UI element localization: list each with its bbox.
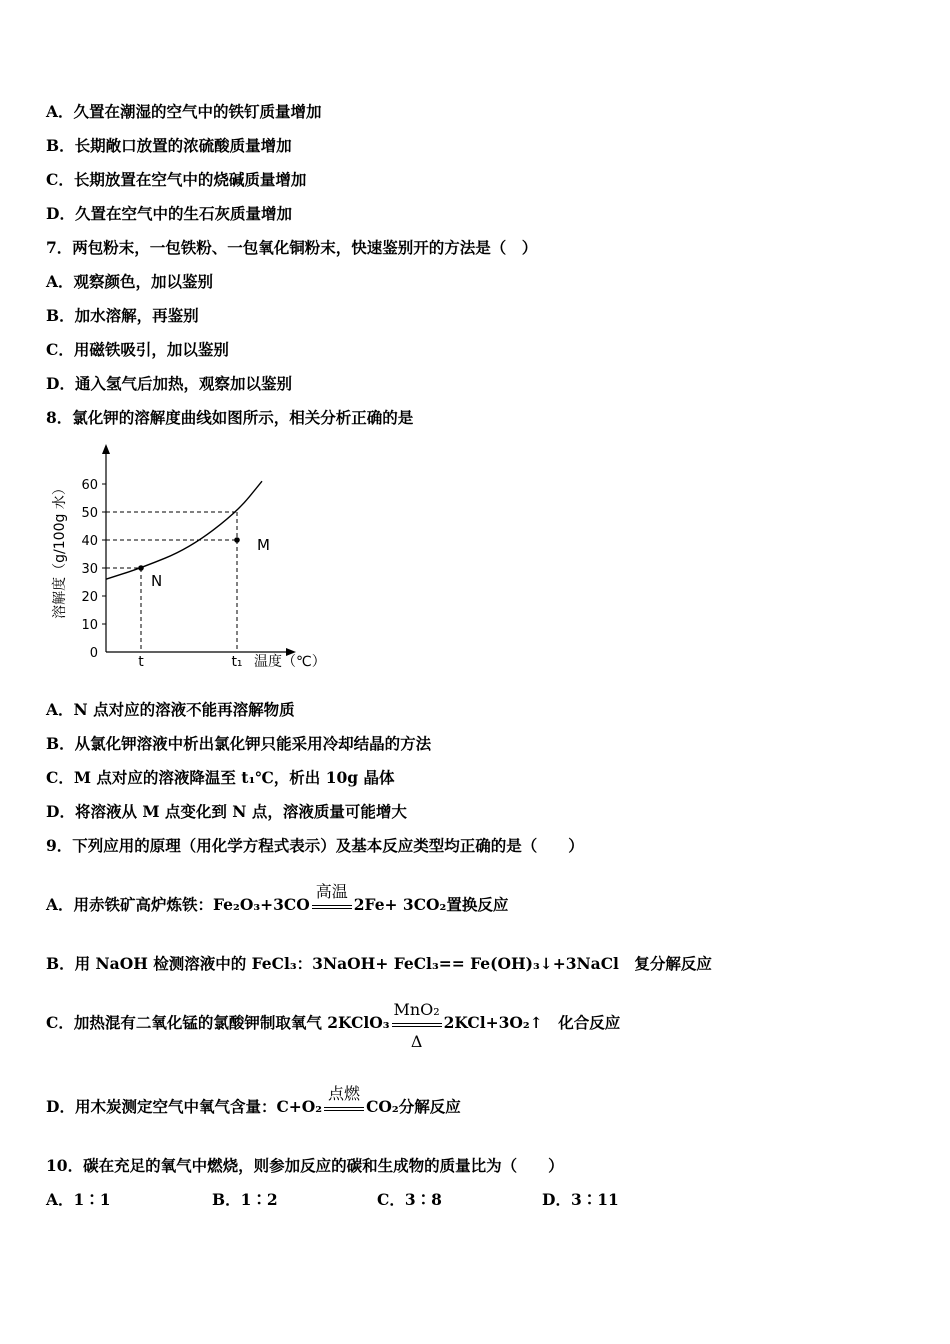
q7-option-b: B．加水溶解，再鉴别 xyxy=(46,306,199,325)
q10-option-c: C．3∶8 xyxy=(377,1190,442,1209)
q9-option-c xyxy=(46,1000,621,1051)
q9-a-reactants: A．用赤铁矿高炉炼铁：Fe₂O₃+3CO xyxy=(46,895,310,914)
y-tick-label: 60 xyxy=(81,478,98,493)
solubility-curve xyxy=(106,481,262,579)
y-tick-label: 0 xyxy=(89,646,98,661)
y-axis-label: 溶解度（g/100g 水） xyxy=(52,481,68,619)
q8-option-c: C．M 点对应的溶液降温至 t₁℃，析出 10g 晶体 xyxy=(46,768,395,787)
equation-arrow-high-temp xyxy=(312,882,352,916)
q7-option-d: D．通入氢气后加热，观察加以鉴别 xyxy=(46,374,292,393)
q9-c-reactants: C．加热混有二氧化锰的氯酸钾制取氧气 2KClO₃ xyxy=(46,1013,390,1032)
q8-option-b: B．从氯化钾溶液中析出氯化钾只能采用冷却结晶的方法 xyxy=(46,734,432,753)
x-tick-label: t₁ xyxy=(231,654,243,670)
y-tick-label: 30 xyxy=(81,562,98,577)
condition-heat: Δ xyxy=(410,1032,423,1051)
x-tick-label: t xyxy=(138,654,144,670)
q7-stem: 7．两包粉末，一包铁粉、一包氧化铜粉末，快速鉴别开的方法是（ ） xyxy=(46,238,538,257)
q10-option-d: D．3∶11 xyxy=(542,1190,619,1209)
q9-d-products: CO₂分解反应 xyxy=(366,1097,461,1116)
y-tick-label: 40 xyxy=(81,534,98,549)
condition-high-temp: 高温 xyxy=(315,882,348,901)
q9-option-a xyxy=(46,882,509,916)
point-M xyxy=(234,537,240,543)
y-axis-arrow xyxy=(102,444,110,454)
q6-option-d: D．久置在空气中的生石灰质量增加 xyxy=(46,204,292,223)
y-tick-label: 10 xyxy=(81,618,98,633)
q9-d-reactants: D．用木炭测定空气中氧气含量：C+O₂ xyxy=(46,1097,323,1116)
q9-a-products: 2Fe+ 3CO₂置换反应 xyxy=(353,895,509,914)
q9-option-b: B．用 NaOH 检测溶液中的 FeCl₃：3NaOH+ FeCl₃== Fe(OH)₃↓+3NaCl 复分解反应 xyxy=(46,954,712,973)
y-tick-label: 20 xyxy=(81,590,98,605)
point-label-M: M xyxy=(257,536,270,554)
q6-option-a: A．久置在潮湿的空气中的铁钉质量增加 xyxy=(46,102,322,121)
q7-option-c: C．用磁铁吸引，加以鉴别 xyxy=(46,340,229,359)
y-tick-label: 50 xyxy=(81,506,98,521)
equation-arrow-catalyst xyxy=(392,1000,442,1051)
q10-stem: 10．碳在充足的氧气中燃烧，则参加反应的碳和生成物的质量比为（ ） xyxy=(46,1156,564,1175)
q6-option-b: B．长期敞口放置的浓硫酸质量增加 xyxy=(46,136,292,155)
condition-ignite: 点燃 xyxy=(328,1084,361,1103)
q9-stem: 9．下列应用的原理（用化学方程式表示）及基本反应类型均正确的是（ ） xyxy=(46,836,584,855)
point-N xyxy=(138,565,144,571)
equation-arrow-ignite xyxy=(324,1084,364,1118)
q10-option-a: A．1∶1 xyxy=(46,1190,111,1209)
solubility-chart xyxy=(44,440,344,676)
q9-option-d xyxy=(46,1084,461,1118)
q8-stem: 8．氯化钾的溶解度曲线如图所示，相关分析正确的是 xyxy=(46,408,414,427)
point-label-N: N xyxy=(151,572,163,590)
q8-option-a: A．N 点对应的溶液不能再溶解物质 xyxy=(46,700,295,719)
q7-option-a: A．观察颜色，加以鉴别 xyxy=(46,272,214,291)
condition-catalyst: MnO₂ xyxy=(393,1000,440,1019)
q8-option-d: D．将溶液从 M 点变化到 N 点，溶液质量可能增大 xyxy=(46,802,407,821)
q6-option-c: C．长期放置在空气中的烧碱质量增加 xyxy=(46,170,307,189)
q9-c-products: 2KCl+3O₂↑ 化合反应 xyxy=(443,1013,621,1032)
q10-option-b: B．1∶2 xyxy=(212,1190,278,1209)
x-axis-label: 温度（℃） xyxy=(254,654,326,670)
